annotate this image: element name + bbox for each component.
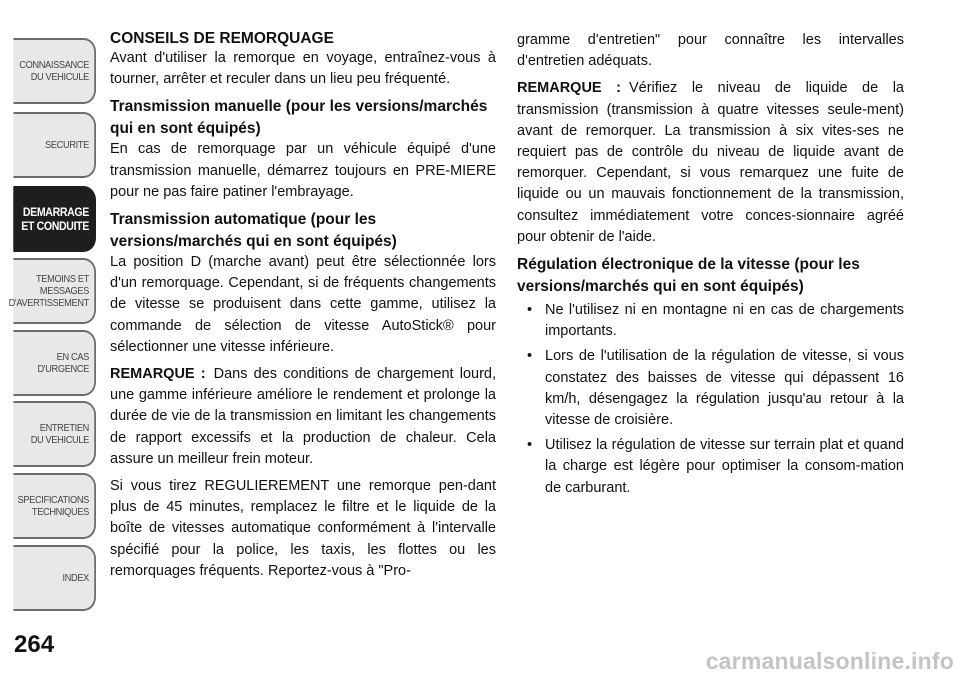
automatic-transmission-paragraph: La position D (marche avant) peut être sélectionnée lors d'un remorquage. Cependant, si de fréquents changements de vitesse se produisent dans cette gamme, utilisez la commande de sélection de vitesse AutoStick® pour sélectionner une vitesse inférieure. bbox=[110, 254, 496, 355]
manual-transmission-heading: Transmission manuelle (pour les versions/marchés qui en sont équipés) bbox=[110, 98, 488, 137]
list-item: • Ne l'utilisez ni en montagne ni en cas de chargements importants. bbox=[517, 300, 904, 342]
cruise-control-heading: Régulation électronique de la vitesse (pour les versions/marchés qui en sont équipés) bbox=[517, 256, 860, 295]
automatic-transmission-heading: Transmission automatique (pour les versions/marchés qui en sont équipés) bbox=[110, 211, 397, 250]
chapter-sidebar bbox=[0, 0, 100, 630]
fluid-note-paragraph bbox=[517, 78, 904, 248]
list-item: • Utilisez la régulation de vitesse sur terrain plat et quand la charge est légère pour optimiser la consom-mation de carburant. bbox=[517, 435, 904, 499]
left-column bbox=[110, 30, 496, 586]
right-column bbox=[517, 30, 904, 503]
manual-transmission-paragraph: En cas de remorquage par un véhicule équipé d'une transmission manuelle, démarrez toujours en PRE-MIERE pour ne pas faire patiner l'embrayage. bbox=[110, 141, 496, 200]
cruise-control-list bbox=[517, 300, 904, 499]
note-label: REMARQUE : bbox=[110, 366, 206, 383]
tab-index[interactable]: INDEX bbox=[13, 545, 96, 611]
section-title: CONSEILS DE REMORQUAGE bbox=[110, 30, 334, 47]
note-label: REMARQUE : bbox=[517, 80, 621, 97]
tab-securite[interactable]: SECURITE bbox=[13, 112, 96, 178]
note-text: Vérifiez le niveau de liquide de la transmission (transmission à quatre vitesses seule-ment) avant de remorquer. La transmission à six vites-ses ne requiert pas de contrôle du niveau de liquide avant de remorquer. Cependant, si vous remarquez une fuite de liquide ou un mauvais fonctionnement de la transmission, consultez immédiatement votre conces-sionnaire agréé pour obtenir de l'aide. bbox=[517, 80, 904, 245]
tab-specifications-techniques[interactable]: SPECIFICATIONS TECHNIQUES bbox=[13, 473, 96, 539]
tab-connaissance-du-vehicule[interactable]: CONNAISSANCE DU VEHICULE bbox=[13, 38, 96, 104]
continued-paragraph: gramme d'entretien" pour connaître les intervalles d'entretien adéquats. bbox=[517, 32, 904, 70]
tab-temoins-et-messages[interactable]: TEMOINS ET MESSAGES D'AVERTISSEMENT bbox=[13, 258, 96, 324]
intro-paragraph: Avant d'utiliser la remorque en voyage, entraînez-vous à tourner, arrêter et reculer dans un lieu peu fréquenté. bbox=[110, 50, 496, 88]
tab-entretien-du-vehicule[interactable]: ENTRETIEN DU VEHICULE bbox=[13, 401, 96, 467]
tab-demarrage-et-conduite[interactable]: DEMARRAGE ET CONDUITE bbox=[13, 186, 96, 252]
note-paragraph bbox=[110, 364, 496, 470]
page-number: 264 bbox=[14, 631, 55, 658]
list-item: • Lors de l'utilisation de la régulation de vitesse, si vous constatez des baisses de vitesse qui dépassent 16 km/h, désengagez la régulation jusqu'au retour à la vitesse de croisière. bbox=[517, 346, 904, 431]
tab-en-cas-d-urgence[interactable]: EN CAS D'URGENCE bbox=[13, 330, 96, 396]
regular-towing-paragraph: Si vous tirez REGULIEREMENT une remorque pen-dant plus de 45 minutes, remplacez le filtre et le liquide de la boîte de vitesses automatique conformément à l'intervalle spécifié pour la police, les taxis, les flottes ou les remorquages fréquents. Reportez-vous à "Pro- bbox=[110, 478, 496, 579]
note-text: Dans des conditions de chargement lourd, une gamme inférieure améliore le rendement et prolonge la durée de vie de la transmission en limitant les changements de rapport excessifs et la production de chaleur. Cela assure un meilleur frein moteur. bbox=[110, 366, 496, 467]
watermark: carmanualsonline.info bbox=[705, 648, 954, 674]
